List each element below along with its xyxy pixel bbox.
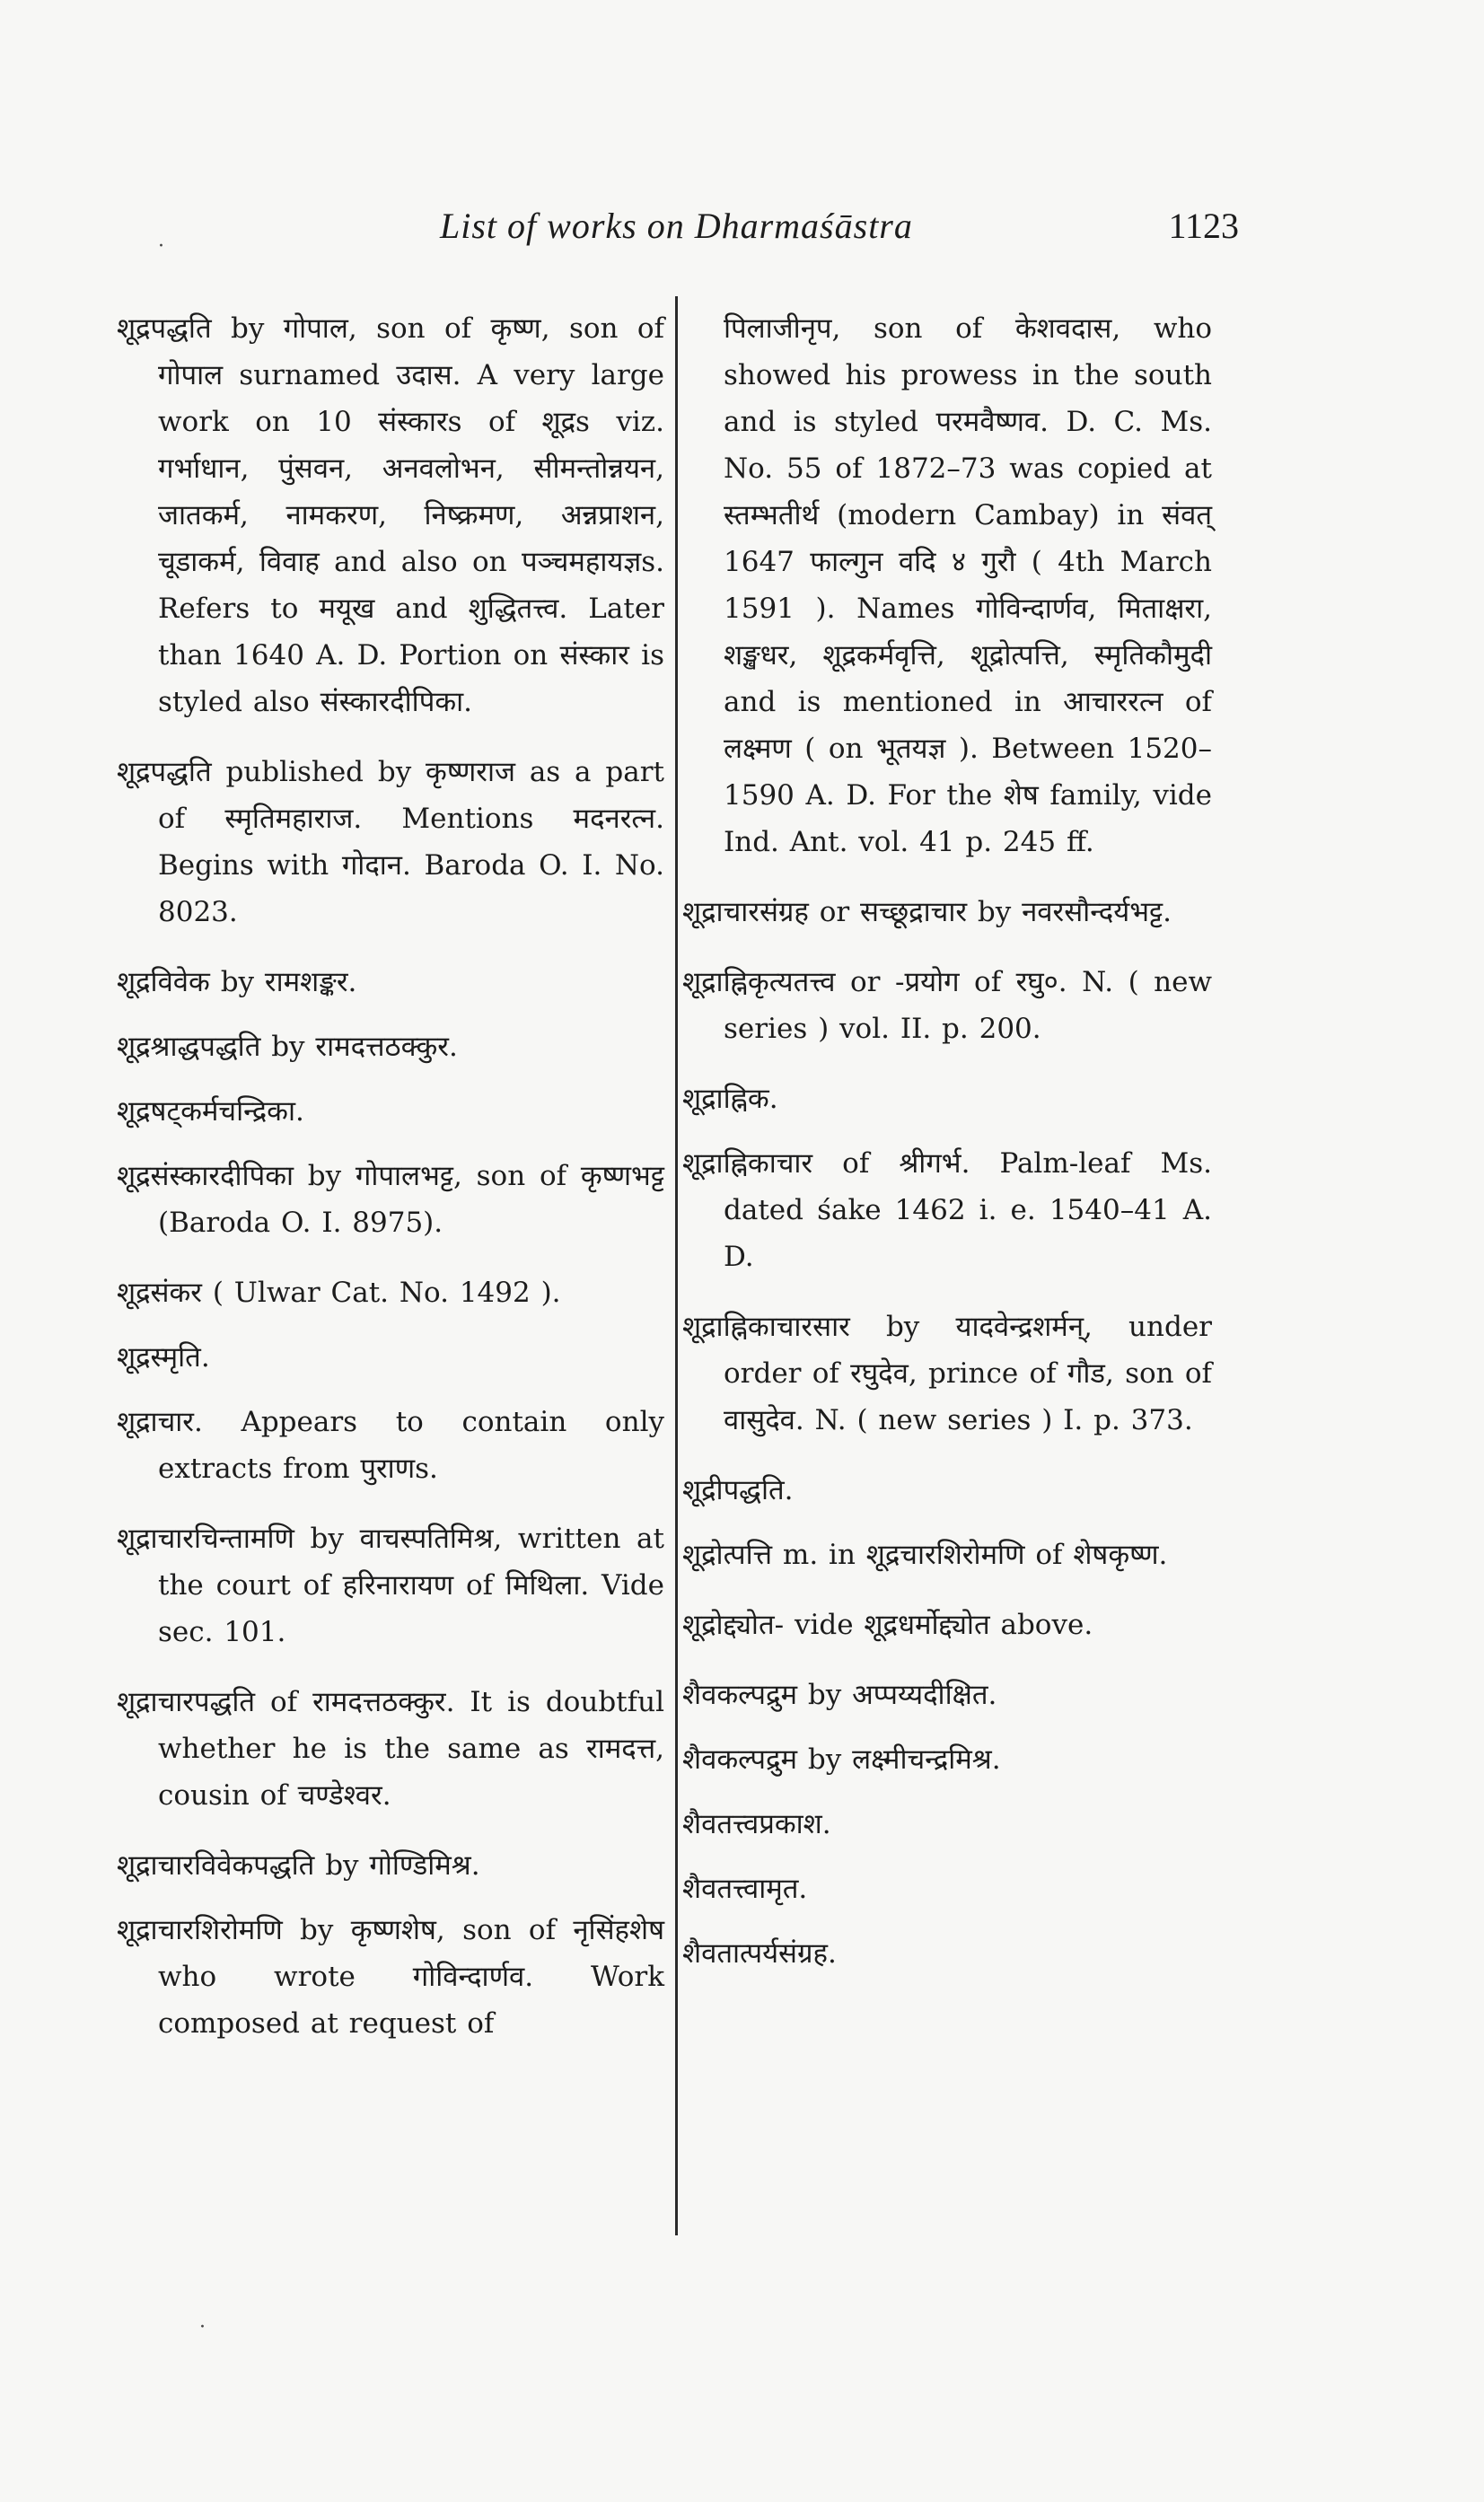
entry-shudrasamskaradipika: शूद्रसंस्कारदीपिका by गोपालभट्ट, son of कृष्णभट्ट (Baroda O. I. 8975). [117,1160,664,1239]
entry-shudracharapaddhati: शूद्राचारपद्धति of रामदत्तठक्कुर. It is doubtful whether he is the same as रामदत्त, cousin of चण्डेश्वर. [117,1686,664,1812]
entry-shaivakalpadruma-appayya: शैवकल्पद्रुम by अप्पय्यदीक्षित. [682,1679,997,1711]
entry-shudrahnikacharasara: शूद्राह्निकाचारसार by यादवेन्द्रशर्मन्, under order of रघुदेव, prince of गौड, son of वासुदेव. N. ( new series ) I. p. 373. [682,1311,1212,1436]
entry-continuation: पिलाजीनृप, son of केशवदास, who showed his prowess in the south and is styled परमवैष्णव. D. C. Ms. No. 55 of 1872–73 was copied at स्तम्भतीर्थ (modern Cambay) in संवत् 1647 फाल्गुन वदि ४ गुरौ ( 4th March 1591 ). Names गोविन्दार्णव, मिताक्षरा, शङ्खधर, शूद्रकर्मवृत्ति, शूद्रोत्पत्ति, स्मृतिकौमुदी and is mentioned in आचाररत्न of लक्ष्मण ( on भूतयज्ञ ). Between 1520–1590 A. D. For the शेष family, vide Ind. Ant. vol. 41 p. 245 ff. [724,312,1212,858]
entry-shudrapaddhati-krishnaraja: शूद्रपद्धति published by कृष्णराज as a part of स्मृतिमहाराज. Mentions मदनरत्न. Begins with गोदान. Baroda O. I. No. 8023. [117,756,664,928]
running-title: List of works on Dharmaśāstra [440,206,913,246]
entry-shaivatattvamrita: शैवतत्त्वामृत. [682,1873,808,1905]
entry-shudroddyota: शूद्रोद्द्योत- vide शूद्रधर्मोद्द्योत above. [682,1609,1093,1641]
entry-shaivatattvaprakasha: शैवतत्त्वप्रकाश. [682,1808,831,1840]
entry-shudrahnika: शूद्राह्निक. [682,1083,778,1115]
entry-shudracharavivekapaddhati: शूद्राचारविवेकपद्धति by गोण्डिमिश्र. [117,1849,480,1882]
entry-shudripaddhati: शूद्रीपद्धति. [682,1474,794,1506]
scan-speck: · [158,235,164,258]
entry-shudraviveka: शूद्रविवेक by रामशङ्कर. [117,966,357,998]
entry-shudrashraddhapaddhati: शूद्रश्राद्धपद्धति by रामदत्तठक्कुर. [117,1031,458,1063]
entry-shudrashatkarmachandrika: शूद्रषट्कर्मचन्द्रिका. [117,1095,304,1128]
entry-shudracharachintamani: शूद्राचारचिन्तामणि by वाचस्पतिमिश्र, written at the court of हरिनारायण of मिथिला. Vide sec. 101. [117,1523,664,1648]
left-column [117,305,664,2070]
running-header [144,205,1239,268]
scan-speck: · [199,2316,206,2339]
column-divider [675,296,678,2235]
entry-shudrasankara: शूद्रसंकर ( Ulwar Cat. No. 1492 ). [117,1277,561,1309]
entry-shaivakalpadruma-lakshmichandra: शैवकल्पद्रुम by लक्ष्मीचन्द्रमिश्र. [682,1743,1001,1776]
entry-shudrahnikachara: शूद्राह्निकाचार of श्रीगर्भ. Palm-leaf Ms. dated śake 1462 i. e. 1540–41 A. D. [682,1147,1212,1273]
entry-shudrahnikrityatattva: शूद्राह्निकृत्यतत्त्व or -प्रयोग of रघु०. N. ( new series ) vol. II. p. 200. [682,966,1212,1045]
entry-shudrotpatti: शूद्रोत्पत्ति m. in शूद्रचारशिरोमणि of शेषकृष्ण. [682,1539,1168,1571]
entry-shudracharasangraha: शूद्राचारसंग्रह or सच्छूद्राचार by नवरसौन्दर्यभट्ट. [682,896,1172,928]
right-column [682,305,1212,1995]
entry-shudrasmriti: शूद्रस्मृति. [117,1341,210,1374]
entry-shudrachara: शूद्राचार. Appears to contain only extracts from पुराणs. [117,1406,664,1485]
entry-shaivatatparyasangraha: शैवतात्पर्यसंग्रह. [682,1937,837,1970]
entry-shudracharashiromani: शूद्राचारशिरोमणि by कृष्णशेष, son of नृसिंहशेष who wrote गोविन्दार्णव. Work composed at request of [117,1914,664,2040]
entry-shudrapaddhati-gopala: शूद्रपद्धति by गोपाल, son of कृष्ण, son of गोपाल surnamed उदास. A very large work on 10 संस्कारs of शूद्रs viz. गर्भाधान, पुंसवन, अनवलोभन, सीमन्तोन्नयन, जातकर्म, नामकरण, निष्क्रमण, अन्नप्राशन, चूडाकर्म, विवाह and also on पञ्चमहायज्ञs. Refers to मयूख and शुद्धितत्त्व. Later than 1640 A. D. Portion on संस्कार is styled also संस्कारदीपिका. [117,312,664,718]
page-number: 1123 [1168,206,1239,246]
